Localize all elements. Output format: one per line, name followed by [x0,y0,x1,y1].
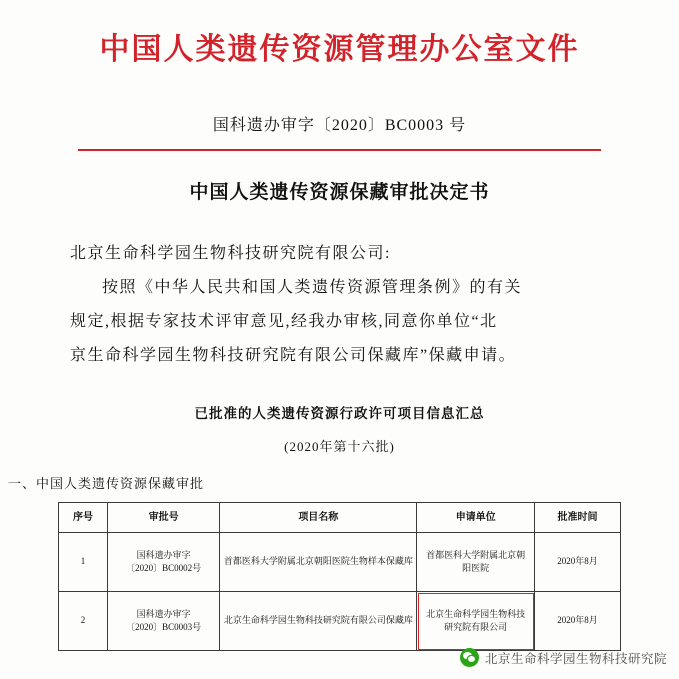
cell-organization [417,533,535,592]
body-paragraph-line-1: 按照《中华人民共和国人类遗传资源管理条例》的有关 [102,279,523,296]
column-header-no: 序号 [59,503,108,533]
addressee-line: 北京生命科学园生物科技研究院有限公司: [70,245,391,262]
cell-project-name: 北京生命科学园生物科技研究院有限公司保藏库 [220,592,417,651]
document-number: 国科遗办审字〔2020〕BC0003 号 [212,117,467,134]
masthead-title: 中国人类遗传资源管理办公室文件 [99,33,580,66]
watermark [460,648,667,667]
table-row [59,533,621,592]
summary-subheading: (2020年第十六批) [284,439,395,454]
document-title: 中国人类遗传资源保藏审批决定书 [189,182,490,203]
table-row [59,592,621,651]
cell-organization-highlighted [417,592,535,651]
cell-organization-line-2: 阳医院 [462,563,490,573]
column-header-date: 批准时间 [535,503,621,533]
masthead [0,0,679,68]
column-header-org: 申请单位 [417,503,535,533]
body-paragraph-line-2: 规定,根据专家技术评审意见,经我办审核,同意你单位“北 [70,313,498,330]
approval-table-wrapper [58,502,621,651]
cell-code-line-2: 〔2020〕BC0003号 [126,622,202,632]
watermark-text: 北京生命科学园生物科技研究院 [484,651,667,666]
column-header-code: 审批号 [107,503,219,533]
document-body [70,238,609,372]
cell-code-line-1: 国科遗办审字 [136,608,191,619]
cell-code-line-2: 〔2020〕BC0002号 [126,563,202,573]
cell-no: 1 [59,533,108,592]
cell-no: 2 [59,592,108,651]
cell-approval-date: 2020年8月 [535,592,621,651]
wechat-icon [460,648,479,667]
cell-organization-line-2: 研究院有限公司 [444,622,508,632]
approval-table [58,502,621,651]
table-header-row [59,503,621,533]
cell-approval-date: 2020年8月 [535,533,621,592]
cell-organization-line-1: 首都医科大学附属北京朝 [426,549,526,560]
cell-code-line-1: 国科遗办审字 [136,549,191,560]
summary-heading: 已批准的人类遗传资源行政许可项目信息汇总 [194,406,485,421]
cell-code [107,533,219,592]
cell-project-name: 首都医科大学附属北京朝阳医院生物样本保藏库 [220,533,417,592]
column-header-name: 项目名称 [220,503,417,533]
cell-code [107,592,219,651]
red-divider-rule [78,149,601,151]
summary-list-heading: 一、中国人类遗传资源保藏审批 [8,476,205,491]
body-paragraph-line-3: 京生命科学园生物科技研究院有限公司保藏库”保藏申请。 [70,347,517,364]
cell-organization-line-1: 北京生命科学园生物科技 [426,608,526,619]
